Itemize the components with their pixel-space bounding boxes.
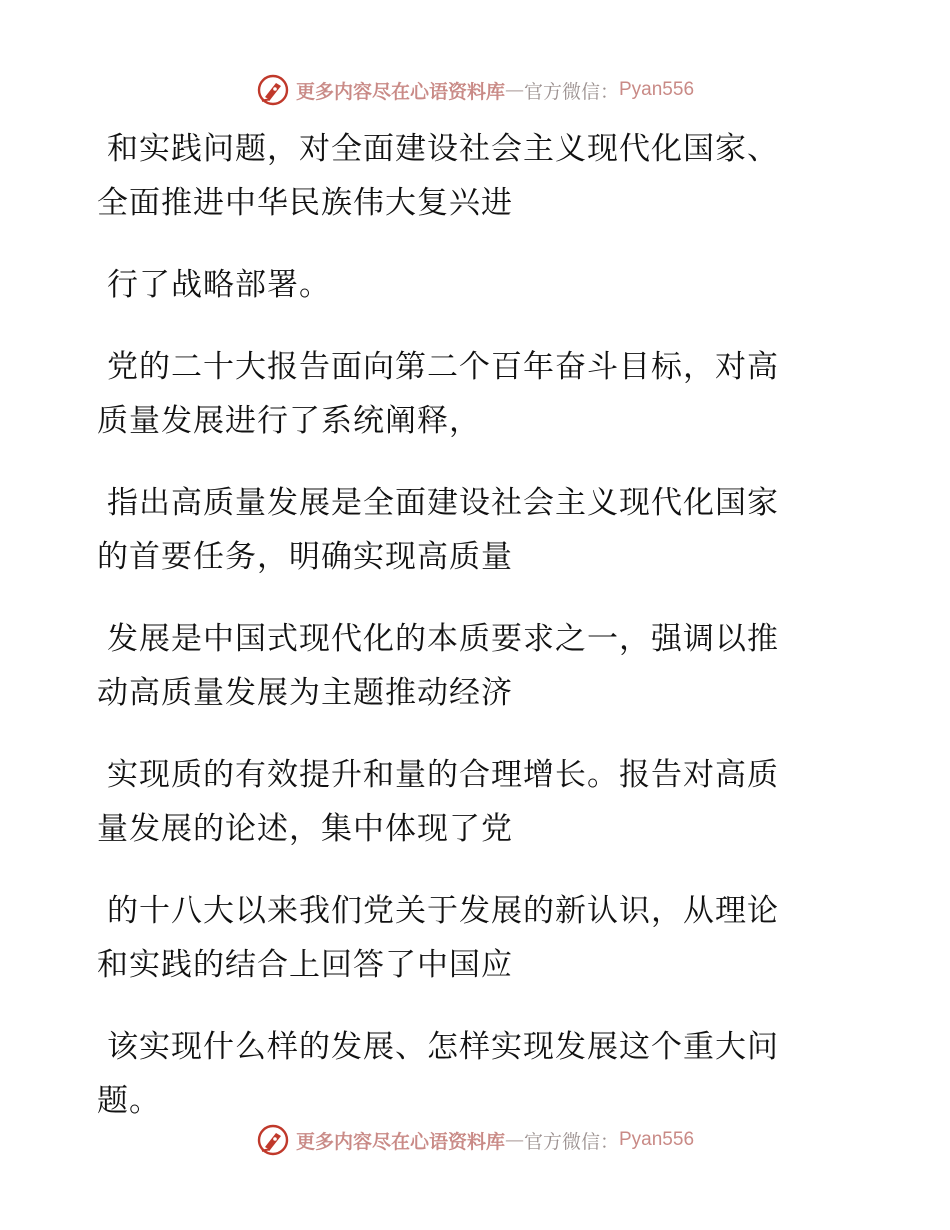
footer-banner: [0, 1120, 950, 1160]
paragraph: [97, 884, 837, 992]
paragraph: [97, 1020, 837, 1128]
text-line: 行了战略部署。: [107, 267, 331, 303]
paragraph: [97, 748, 837, 856]
banner-separator: —: [504, 79, 524, 101]
text-line: 的首要任务，明确实现高质量: [97, 539, 513, 575]
text-line: 的十八大以来我们党关于发展的新认识，从理论: [107, 893, 779, 929]
text-line: 和实践的结合上回答了中国应: [97, 947, 513, 983]
wechat-label: 官方微信：: [523, 80, 619, 103]
text-line: 动高质量发展为主题推动经济: [97, 675, 513, 711]
text-line: 全面推进中华民族伟大复兴进: [97, 185, 513, 221]
wechat-label: 官方微信：: [523, 1130, 619, 1153]
wechat-id: Pyan556: [619, 1129, 695, 1150]
text-line: 和实践问题，对全面建设社会主义现代化国家、: [107, 131, 779, 167]
text-line: 题。: [97, 1083, 161, 1119]
text-line: 质量发展进行了系统阐释，: [97, 403, 481, 439]
pen-nib-logo-icon: [256, 73, 290, 107]
header-banner: [0, 70, 950, 110]
text-line: 实现质的有效提升和量的合理增长。报告对高质: [107, 757, 779, 793]
paragraph: [97, 258, 837, 312]
paragraph: [97, 612, 837, 720]
paragraph: [97, 340, 837, 448]
paragraph: [97, 476, 837, 584]
text-line: 发展是中国式现代化的本质要求之一，强调以推: [107, 621, 779, 657]
banner-separator: —: [504, 1129, 524, 1151]
banner-text: 更多内容尽在心语资料库: [295, 1130, 505, 1153]
paragraph: [97, 122, 837, 230]
pen-nib-logo-icon: [256, 1123, 290, 1157]
document-body: [97, 122, 837, 1156]
text-line: 该实现什么样的发展、怎样实现发展这个重大问: [107, 1029, 779, 1065]
text-line: 党的二十大报告面向第二个百年奋斗目标，对高: [107, 349, 779, 385]
wechat-id: Pyan556: [619, 79, 695, 100]
text-line: 指出高质量发展是全面建设社会主义现代化国家: [107, 485, 779, 521]
banner-text: 更多内容尽在心语资料库: [295, 80, 505, 103]
text-line: 量发展的论述，集中体现了党: [97, 811, 513, 847]
